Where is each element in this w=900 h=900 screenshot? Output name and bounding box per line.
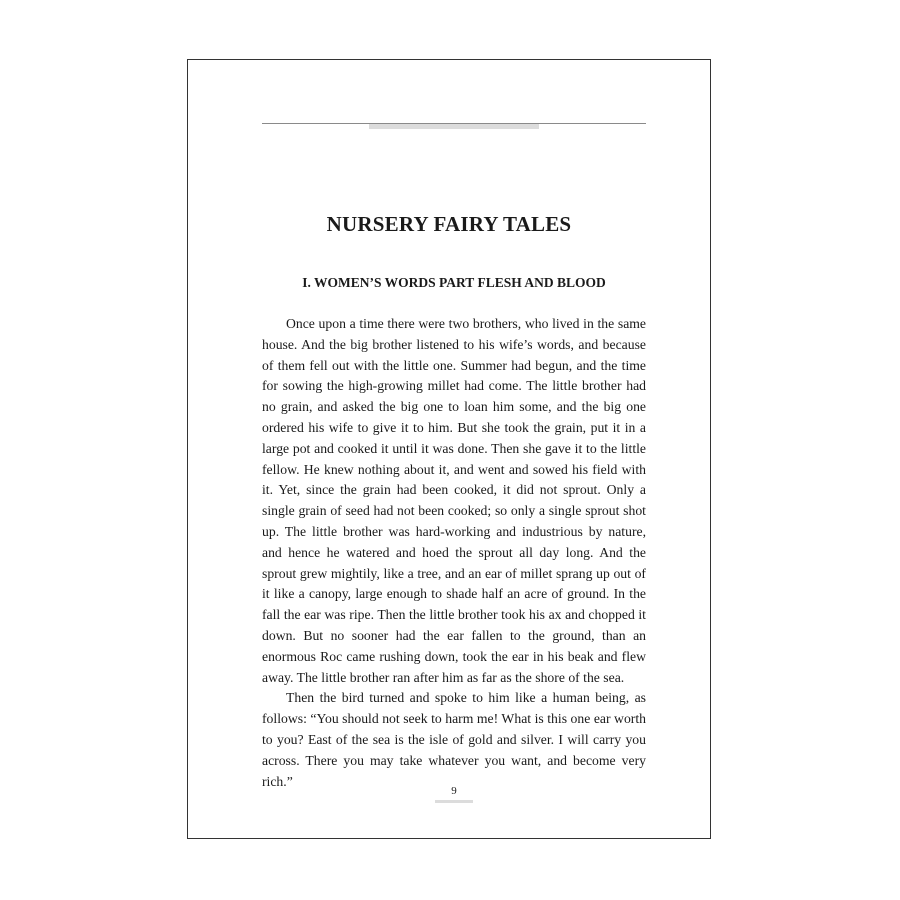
footer-shade (435, 800, 473, 803)
page-number: 9 (451, 785, 457, 797)
chapter-title: I. WOMEN’S WORDS PART FLESH AND BLOOD (302, 275, 606, 290)
book-title: NURSERY FAIRY TALES (326, 212, 572, 236)
body-text (262, 314, 646, 792)
paragraph: Once upon a time there were two brothers, who lived in the same house. And the big brother listened to his wife’s words, and because of them fell out with the little one. Summer had begun, and the time for sowing the high-growing millet had come. The little brother had no grain, and asked the big one to loan him some, and the big one ordered his wife to give it to him. But she took the grain, put it in a large pot and cooked it until it was done. Then she gave it to the little fellow. He knew nothing about it, and went and sowed his field with it. Yet, since the grain had been cooked, it did not sprout. Only a single grain of seed had not been cooked; so only a single sprout shot up. The little brother was hard-working and industrious by nature, and hence he watered and hoed the sprout all day long. And the sprout grew mightily, like a tree, and an ear of millet sprang up out of it like a canopy, large enough to shade half an acre of ground. In the fall the ear was ripe. Then the little brother took his ax and chopped it down. But no sooner had the ear fallen to the ground, than an enormous Roc came rushing down, took the ear in his beak and flew away. The little brother ran after him as far as the shore of the sea. (262, 316, 646, 685)
paragraph: Then the bird turned and spoke to him like a human being, as follows: “You should not seek to harm me! What is this one ear worth to you? East of the sea is the isle of gold and silver. I will carry you across. There you may take whatever you want, and become very rich.” (262, 690, 646, 789)
book-page (187, 59, 711, 839)
header-shade (369, 124, 539, 129)
